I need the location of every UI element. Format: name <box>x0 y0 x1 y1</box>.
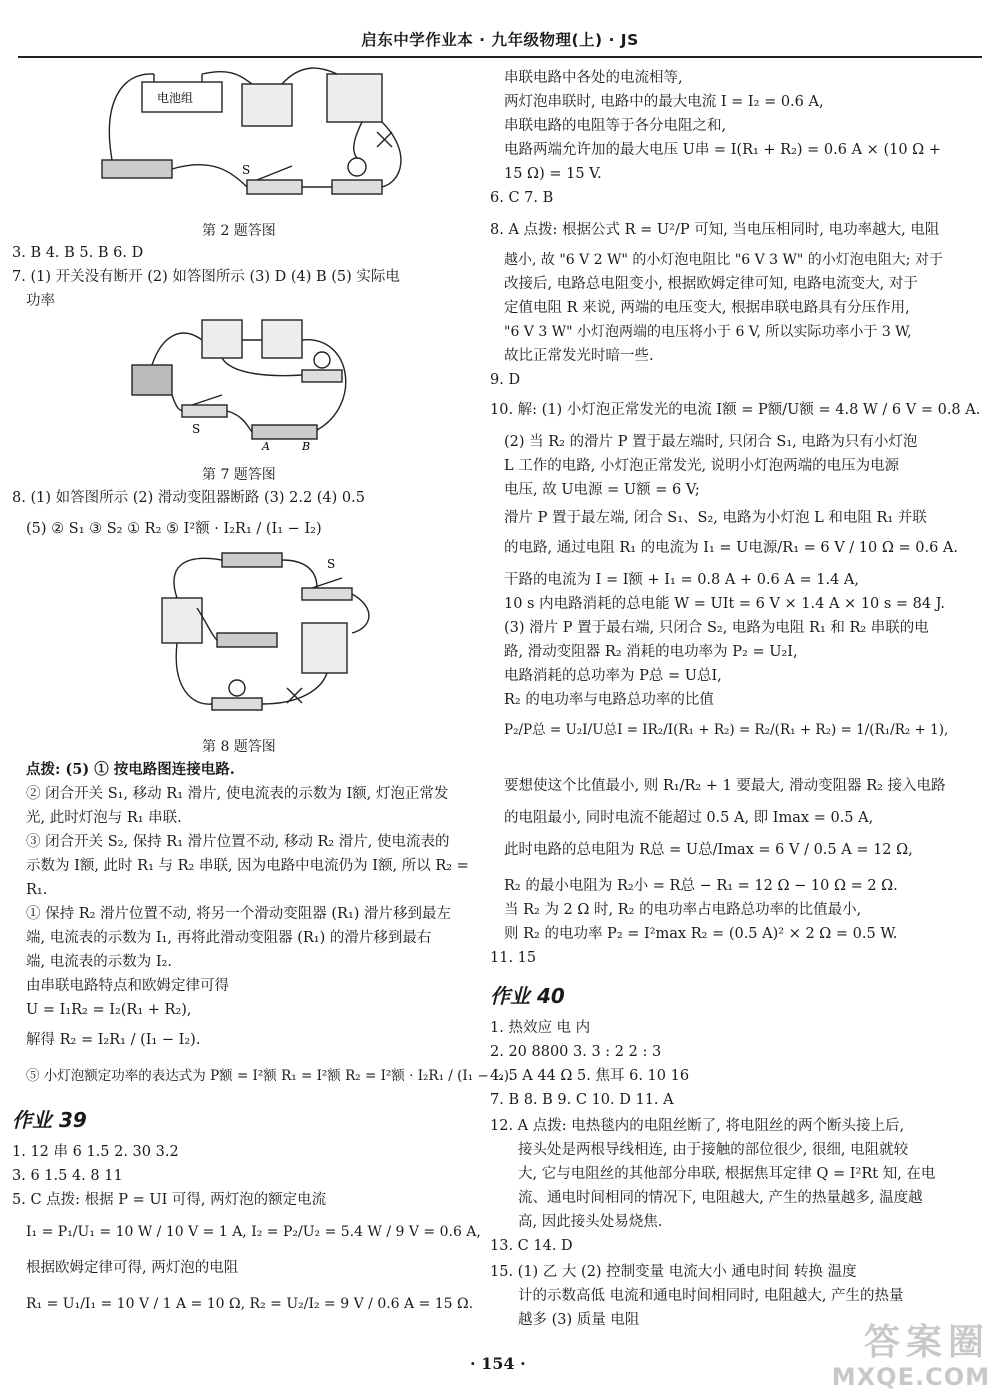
switch-label: S <box>327 557 336 571</box>
figure-8-caption: 第 8 题答图 <box>202 739 276 755</box>
answer-line: R₂ 的电功率与电路总功率的比值 <box>504 692 714 708</box>
answer-line: 大, 它与电阻丝的其他部分串联, 根据焦耳定律 Q = I²Rt 知, 在电 <box>518 1166 936 1182</box>
lamp <box>348 158 366 176</box>
answer-line: 电路消耗的总功率为 P总 = U总I, <box>504 668 722 684</box>
answer-line: (2) 当 R₂ 的滑片 P 置于最左端时, 只闭合 S₁, 电路为只有小灯泡 <box>504 434 918 450</box>
answer-line: 1. 热效应 电 内 <box>490 1020 591 1036</box>
switch-label: S <box>242 163 251 177</box>
answer-line: R₁. <box>26 882 48 898</box>
answer-line: 高, 因此接头处易烧焦. <box>518 1214 663 1230</box>
answer-line: I₁ = P₁/U₁ = 10 W / 10 V = 1 A, I₂ = P₂/U₂ = 5.4 W / 9 V = 0.6 A, <box>26 1224 481 1240</box>
watermark-top: 答案圈 <box>863 1322 990 1363</box>
answer-line: 要想使这个比值最小, 则 R₁/R₂ + 1 要最大, 滑动变阻器 R₂ 接入电路 <box>504 778 946 794</box>
answer-line: 光, 此时灯泡与 R₁ 串联. <box>26 810 182 826</box>
answer-line: 定值电阻 R 来说, 两端的电压变大, 根据串联电路具有分压作用, <box>504 300 910 316</box>
answer-line: 15. (1) 乙 大 (2) 控制变量 电流大小 通电时间 转换 温度 <box>490 1264 857 1280</box>
answer-line: 端, 电流表的示数为 I₁, 再将此滑动变阻器 (R₁) 的滑片移到最右 <box>26 930 432 946</box>
answer-line: 15 Ω) = 15 V. <box>504 166 602 182</box>
answer-line: 7. (1) 开关没有断开 (2) 如答图所示 (3) D (4) B (5) 实际电 <box>12 269 400 285</box>
answer-line: 电路两端允许加的最大电压 U串 = I(R₁ + R₂) = 0.6 A × (10 Ω + <box>504 142 941 158</box>
answer-line: R₂ 的最小电阻为 R₂小 = R总 − R₁ = 12 Ω − 10 Ω = 2 Ω. <box>504 878 898 894</box>
battery-pack <box>132 365 172 395</box>
header-rule <box>18 56 982 58</box>
answer-line: 6. C 7. B <box>490 190 554 206</box>
answer-line: 9. D <box>490 372 521 388</box>
ammeter <box>162 598 202 643</box>
answer-line: 的电路, 通过电阻 R₁ 的电流为 I₁ = U电源/R₁ = 6 V / 10 Ω = 0.6 A. <box>504 540 958 556</box>
ammeter <box>242 84 292 126</box>
terminal-b: B <box>302 440 311 453</box>
section-heading-40: 作业 40 <box>490 984 565 1008</box>
answer-line: 10 s 内电路消耗的总电能 W = UIt = 6 V × 1.4 A × 10 s = 84 J. <box>504 596 946 612</box>
figure-8-circuit <box>152 548 382 730</box>
figure-2-circuit <box>82 62 412 217</box>
answer-line: 13. C 14. D <box>490 1238 573 1254</box>
answer-line: 端, 电流表的示数为 I₂. <box>26 954 172 970</box>
lamp <box>229 680 245 696</box>
answer-line: 3. B 4. B 5. B 6. D <box>12 245 144 261</box>
answer-line: 改接后, 电路总电阻变小, 根据欧姆定律可知, 电路电流变大, 对于 <box>504 276 918 292</box>
page-number: · 154 · <box>470 1354 526 1373</box>
answer-line: R₁ = U₁/I₁ = 10 V / 1 A = 10 Ω, R₂ = U₂/I₂ = 9 V / 0.6 A = 15 Ω. <box>26 1296 474 1312</box>
answer-line: 8. (1) 如答图所示 (2) 滑动变阻器断路 (3) 2.2 (4) 0.5 <box>12 490 365 506</box>
rheostat-r1 <box>217 633 277 647</box>
page-header: 启东中学作业本 · 九年级物理(上) · JS <box>361 31 639 49</box>
answer-line: 干路的电流为 I = I额 + I₁ = 0.8 A + 0.6 A = 1.4 A, <box>504 572 859 588</box>
answer-line: 由串联电路特点和欧姆定律可得 <box>26 978 229 994</box>
figure-2-caption: 第 2 题答图 <box>202 223 276 239</box>
answer-line: 串联电路的电阻等于各分电阻之和, <box>504 118 727 134</box>
answer-line: 根据欧姆定律可得, 两灯泡的电阻 <box>26 1260 239 1276</box>
answer-line: 电压, 故 U电源 = U额 = 6 V; <box>504 482 700 498</box>
answer-line: 的电阻最小, 同时电流不能超过 0.5 A, 即 Imax = 0.5 A, <box>504 810 874 826</box>
answer-line: 7. B 8. B 9. C 10. D 11. A <box>490 1092 674 1108</box>
answer-line: 则 R₂ 的电功率 P₂ = I²max R₂ = (0.5 A)² × 2 Ω = 0.5 W. <box>504 926 898 942</box>
answer-line: 当 R₂ 为 2 Ω 时, R₂ 的电功率占电路总功率的比值最小, <box>504 902 862 918</box>
answer-line: ① 保持 R₂ 滑片位置不动, 将另一个滑动变阻器 (R₁) 滑片移到最左 <box>26 906 452 922</box>
answer-line: 10. 解: (1) 小灯泡正常发光的电流 I额 = P额/U额 = 4.8 W / 6 V = 0.8 A. <box>490 402 981 418</box>
rheostat <box>102 160 172 178</box>
answer-line: ③ 闭合开关 S₂, 保持 R₁ 滑片位置不动, 移动 R₂ 滑片, 使电流表的 <box>26 834 450 850</box>
terminal-a: A <box>262 440 270 453</box>
switch-s <box>247 180 302 194</box>
figure-7-caption: 第 7 题答图 <box>202 467 276 483</box>
battery-label: 电池组 <box>157 91 194 105</box>
answer-line: U = I₁R₂ = I₂(R₁ + R₂), <box>26 1002 192 1018</box>
answer-line: 故比正常发光时暗一些. <box>504 348 654 364</box>
ammeter <box>202 320 242 358</box>
switch-label: S <box>192 422 201 436</box>
answer-line: 11. 15 <box>490 950 537 966</box>
rheostat-r2 <box>222 553 282 567</box>
voltmeter <box>327 74 382 122</box>
answer-line: 计的示数高低 电流和通电时间相同时, 电阻越大, 产生的热量 <box>518 1288 904 1304</box>
answer-line: 路, 滑动变阻器 R₂ 消耗的电功率为 P₂ = U₂I, <box>504 644 798 660</box>
rheostat <box>252 425 317 439</box>
answer-line: 5. C 点拨: 根据 P = UI 可得, 两灯泡的额定电流 <box>12 1192 327 1208</box>
watermark <box>832 1323 990 1391</box>
answer-line: L 工作的电路, 小灯泡正常发光, 说明小灯泡两端的电压为电源 <box>504 458 900 474</box>
answer-line: 1. 12 串 6 1.5 2. 30 3.2 <box>12 1144 179 1160</box>
answer-line: 越小, 故 "6 V 2 W" 的小灯泡电阻比 "6 V 3 W" 的小灯泡电阻大; 对于 <box>504 252 943 268</box>
answer-line: 串联电路中各处的电流相等, <box>504 70 683 86</box>
answer-line: 接头处是两根导线相连, 由于接触的部位很少, 很细, 电阻就较 <box>518 1142 909 1158</box>
voltmeter <box>262 320 302 358</box>
section-heading-39: 作业 39 <box>12 1108 87 1132</box>
answer-line: 流、通电时间相同的情况下, 电阻越大, 产生的热量越多, 温度越 <box>518 1190 923 1206</box>
answer-line: 越多 (3) 质量 电阻 <box>518 1312 640 1328</box>
answer-line: ⑤ 小灯泡额定功率的表达式为 P额 = I²额 R₁ = I²额 R₂ = I²额 · I₂R₁ / (I₁ − I₂). <box>26 1068 514 1084</box>
answer-line: 此时电路的总电阻为 R总 = U总/Imax = 6 V / 0.5 A = 12 Ω, <box>504 842 913 858</box>
lamp <box>314 352 330 368</box>
answer-line: ② 闭合开关 S₁, 移动 R₁ 滑片, 使电流表的示数为 I额, 灯泡正常发 <box>26 786 449 802</box>
answer-line: (5) ② S₁ ③ S₂ ① R₂ ⑤ I²额 · I₂R₁ / (I₁ − I₂) <box>26 521 322 537</box>
answer-line: 解得 R₂ = I₂R₁ / (I₁ − I₂). <box>26 1032 201 1048</box>
figure-7-circuit <box>122 315 372 453</box>
answer-line: 3. 6 1.5 4. 8 11 <box>12 1168 123 1184</box>
switch-s <box>182 405 227 417</box>
answer-line: 滑片 P 置于最左端, 闭合 S₁、S₂, 电路为小灯泡 L 和电阻 R₁ 并联 <box>504 510 927 526</box>
answer-line: "6 V 3 W" 小灯泡两端的电压将小于 6 V, 所以实际功率小于 3 W, <box>504 324 912 340</box>
voltmeter <box>302 623 347 673</box>
answer-line: 点拨: (5) ① 按电路图连接电路. <box>26 761 235 778</box>
answer-line: 两灯泡串联时, 电路中的最大电流 I = I₂ = 0.6 A, <box>504 94 824 110</box>
answer-line: 12. A 点拨: 电热毯内的电阻丝断了, 将电阻丝的两个断头接上后, <box>490 1118 905 1134</box>
answer-line: P₂/P总 = U₂I/U总I = IR₂/I(R₁ + R₂) = R₂/(R₁ + R₂) = 1/(R₁/R₂ + 1), <box>504 722 949 738</box>
answer-line: (3) 滑片 P 置于最右端, 只闭合 S₂, 电路为电阻 R₁ 和 R₂ 串联的电 <box>504 620 929 636</box>
switch-s <box>302 588 352 600</box>
answer-line: 2. 20 8800 3. 3 : 2 2 : 3 <box>490 1044 662 1060</box>
answer-line: 4. 5 A 44 Ω 5. 焦耳 6. 10 16 <box>490 1068 690 1084</box>
answer-line: 示数为 I额, 此时 R₁ 与 R₂ 串联, 因为电路中电流仍为 I额, 所以 R₂ = <box>26 858 469 874</box>
answer-line: 8. A 点拨: 根据公式 R = U²/P 可知, 当电压相同时, 电功率越大, 电阻 <box>490 222 940 238</box>
answer-line: 功率 <box>26 293 55 309</box>
watermark-bottom: MXQE.COM <box>831 1363 990 1391</box>
